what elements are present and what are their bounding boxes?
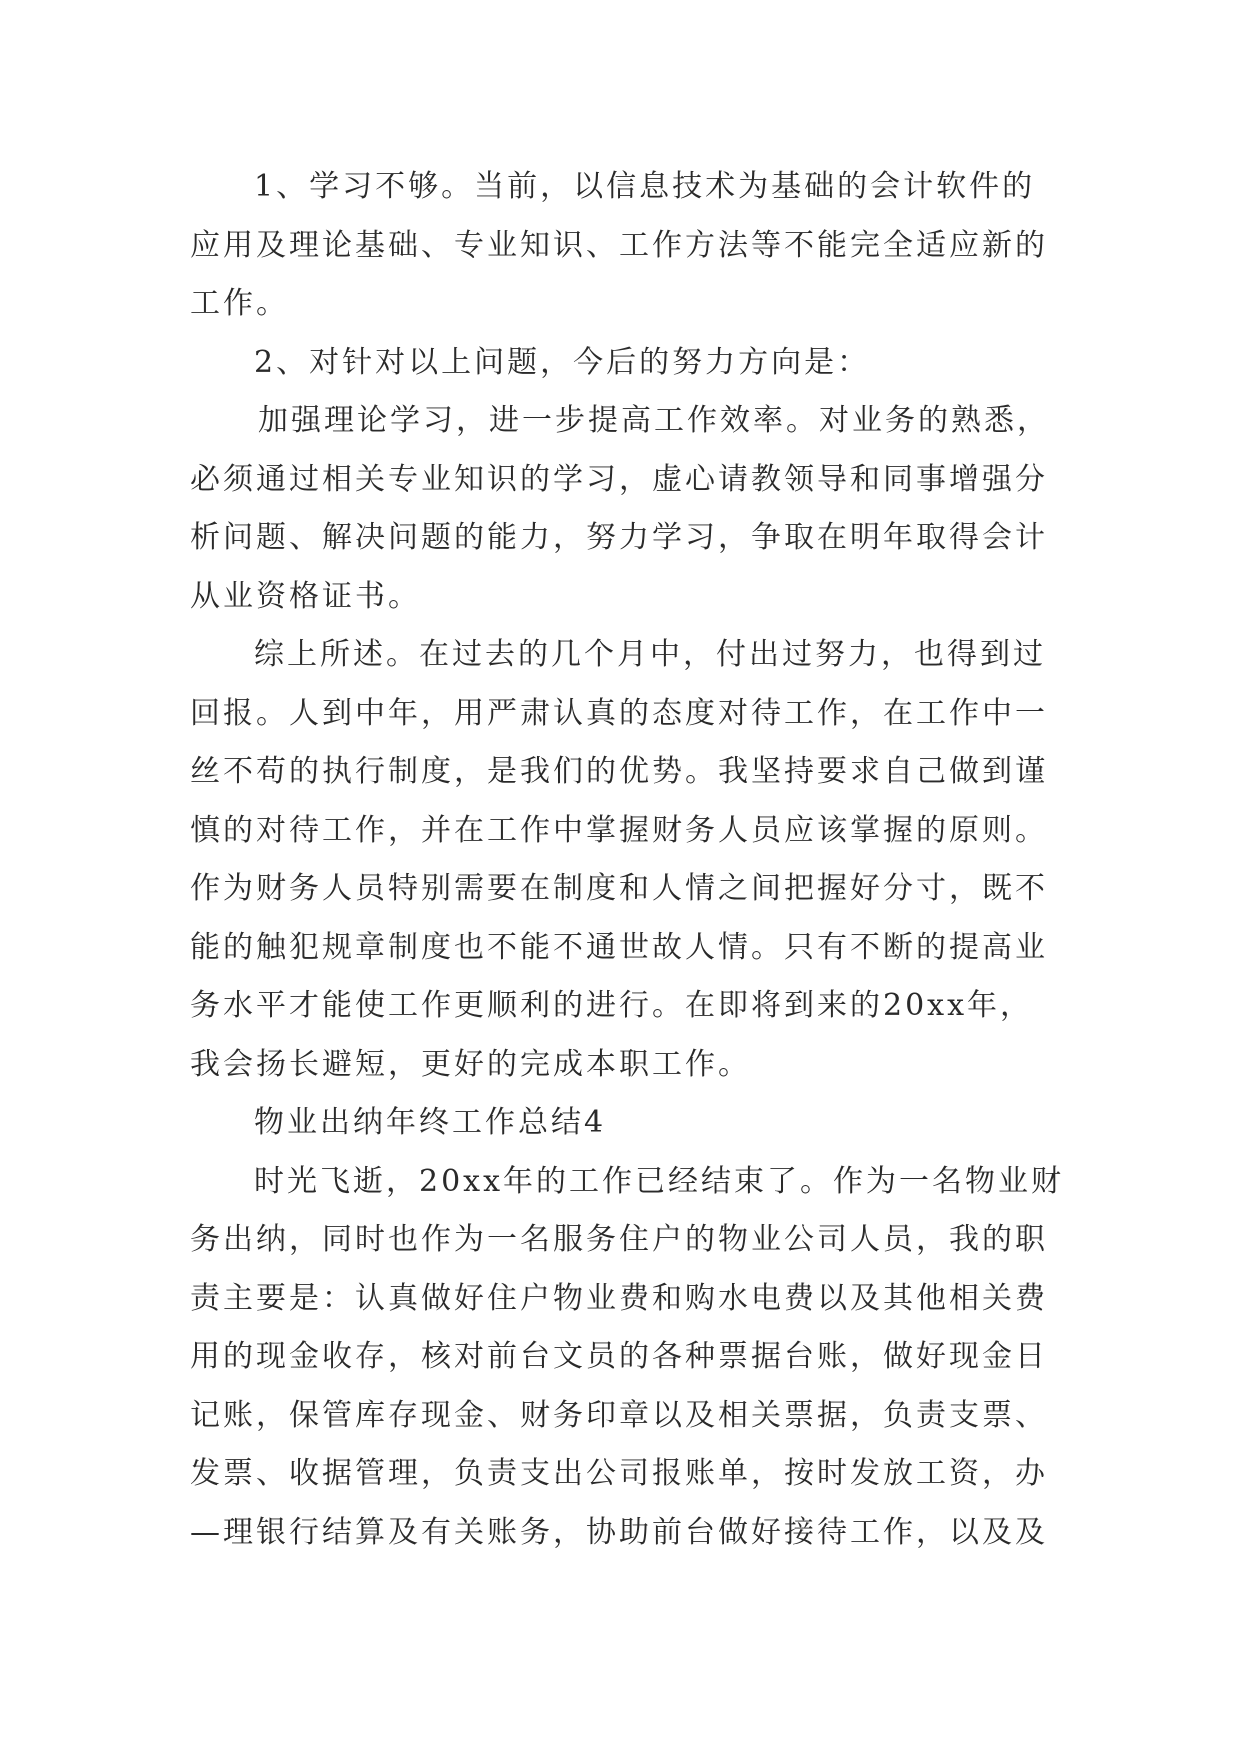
text-line: —理银行结算及有关账务，协助前台做好接待工作，以及及 (190, 1514, 1048, 1550)
text-line: 应用及理论基础、专业知识、工作方法等不能完全适应新的 (190, 227, 1048, 263)
text-line: 记账，保管库存现金、财务印章以及相关票据，负责支票、 (190, 1397, 1048, 1433)
text-line: 工作。 (190, 286, 289, 321)
text-line: 加强理论学习，进一步提高工作效率。对业务的熟悉， (258, 403, 1050, 438)
text-line: 综上所述。在过去的几个月中，付出过努力，也得到过 (254, 637, 1046, 672)
text-line: 能的触犯规章制度也不能不通世故人情。只有不断的提高业 (190, 929, 1048, 965)
section-heading: 物业出纳年终工作总结4 (254, 1105, 607, 1140)
text-line: 必须通过相关专业知识的学习，虚心请教领导和同事增强分 (190, 461, 1048, 497)
text-line: 回报。人到中年，用严肃认真的态度对待工作，在工作中一 (190, 695, 1048, 731)
text-line: 务出纳，同时也作为一名服务住户的物业公司人员，我的职 (190, 1222, 1048, 1257)
text-line: 责主要是：认真做好住户物业费和购水电费以及其他相关费 (190, 1280, 1048, 1316)
text-line: 1、学习不够。当前，以信息技术为基础的会计软件的 (254, 169, 1036, 204)
text-line: 慎的对待工作，并在工作中掌握财务人员应该掌握的原则。 (190, 812, 1048, 848)
text-line: 从业资格证书。 (190, 578, 421, 614)
text-line: 丝不苟的执行制度，是我们的优势。我坚持要求自己做到谨 (190, 754, 1048, 789)
text-line: 务水平才能使工作更顺利的进行。在即将到来的20xx年， (190, 988, 1034, 1023)
text-line: 用的现金收存，核对前台文员的各种票据台账，做好现金日 (190, 1339, 1048, 1374)
document-body (190, 158, 1070, 1562)
text-line: 2、对针对以上问题，今后的努力方向是： (254, 344, 871, 380)
text-line: 时光飞逝，20xx年的工作已经结束了。作为一名物业财 (254, 1163, 1065, 1199)
text-line: 发票、收据管理，负责支出公司报账单，按时发放工资，办 (190, 1456, 1048, 1491)
text-line: 析问题、解决问题的能力，努力学习，争取在明年取得会计 (190, 520, 1048, 555)
text-line: 我会扬长避短，更好的完成本职工作。 (190, 1046, 751, 1082)
text-line: 作为财务人员特别需要在制度和人情之间把握好分寸，既不 (190, 871, 1048, 906)
